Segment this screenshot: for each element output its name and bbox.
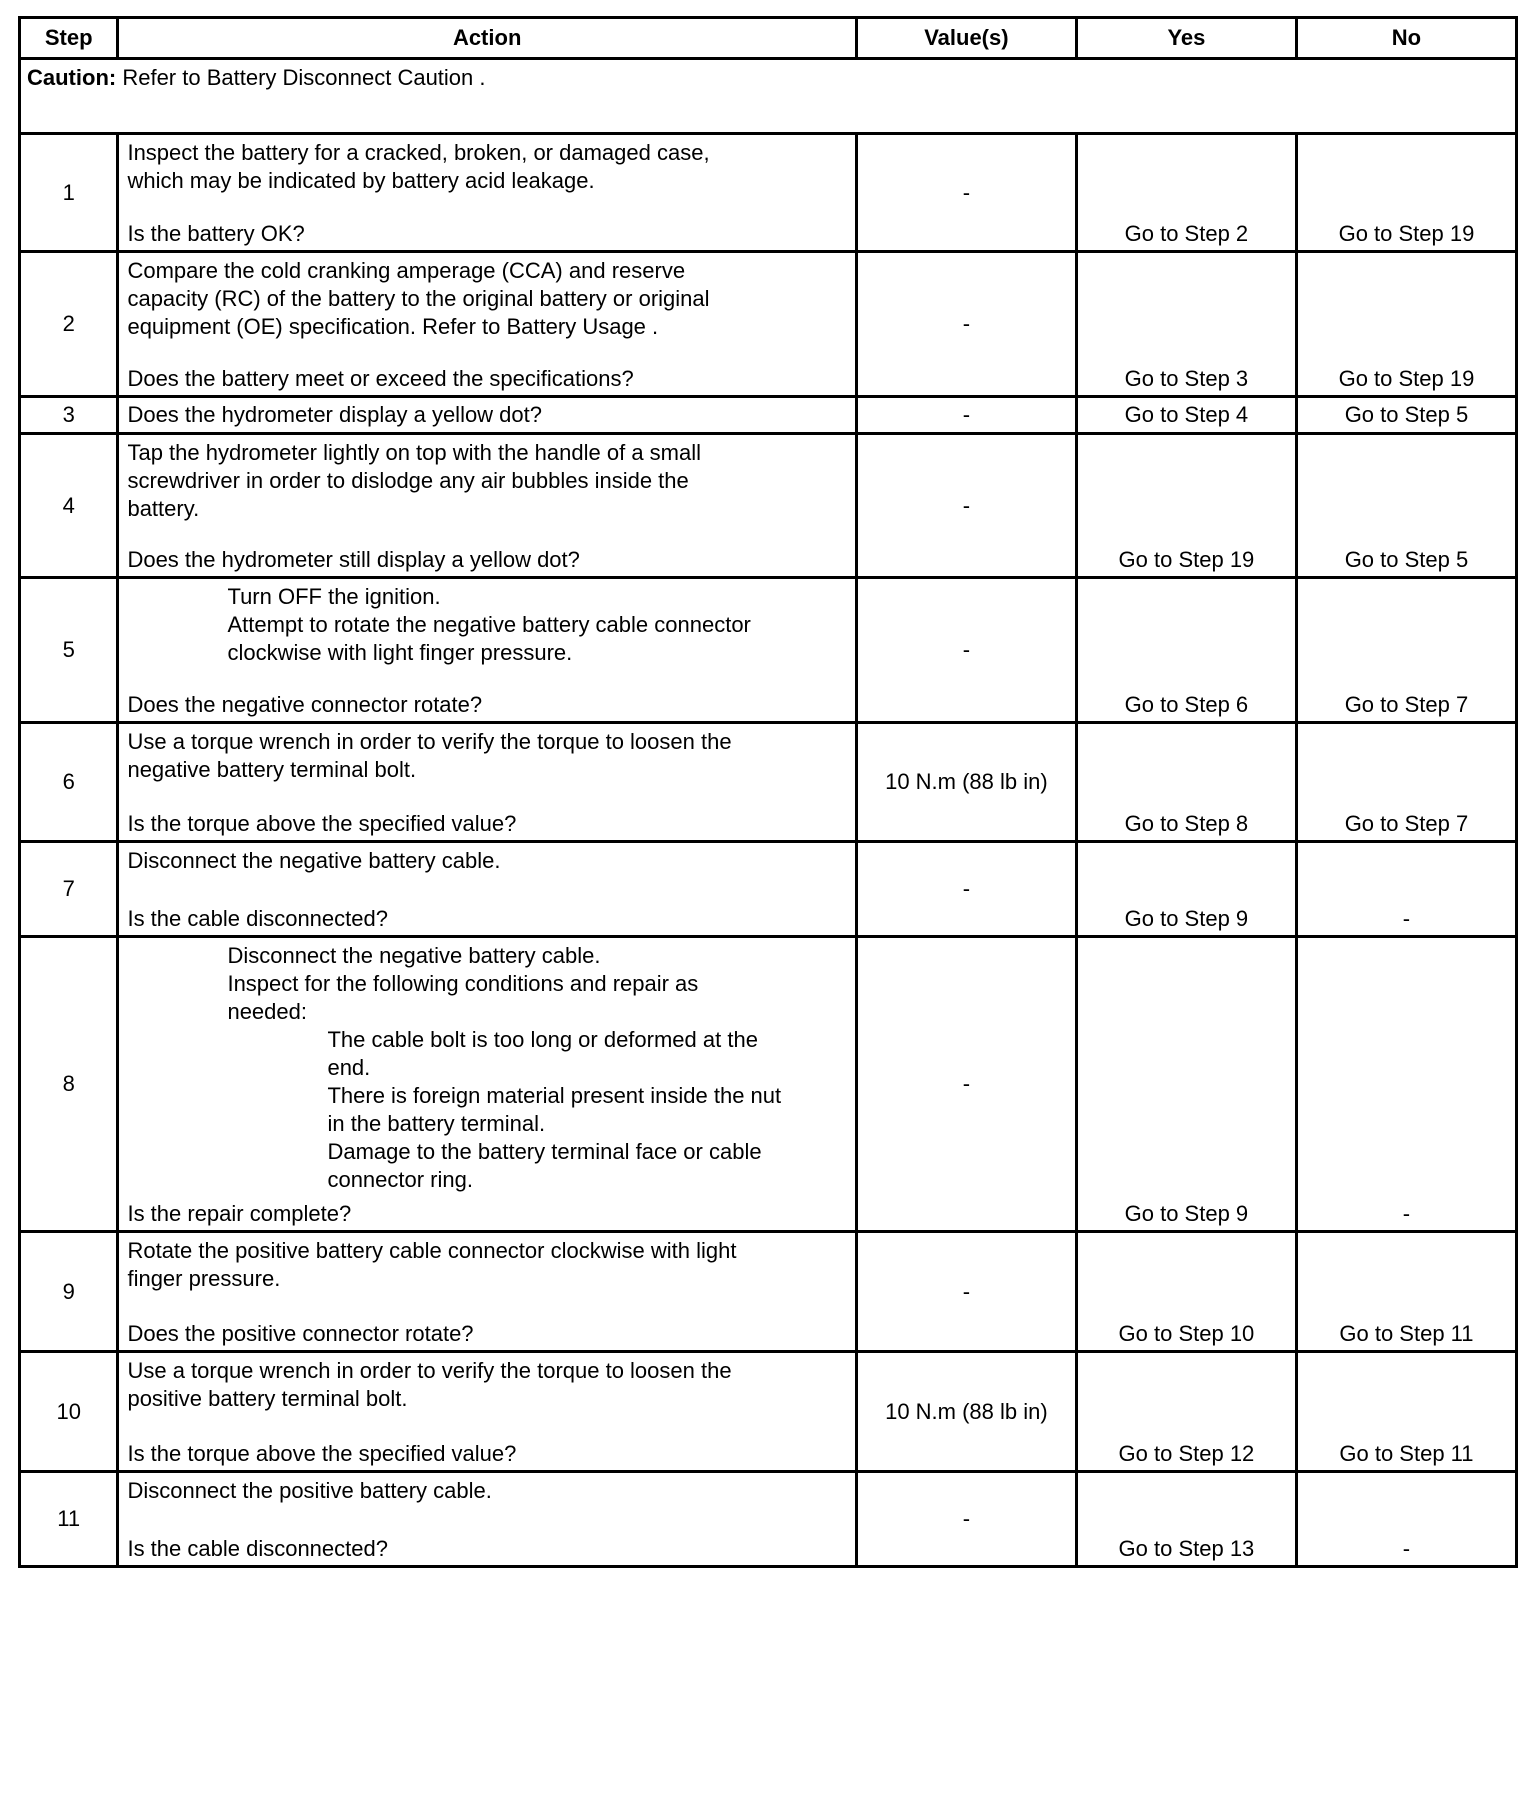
- table-row: [20, 937, 1517, 1232]
- no-answer: Go to Step 19: [1338, 366, 1475, 391]
- no-answer: Go to Step 7: [1344, 692, 1469, 717]
- table-row: [20, 397, 1517, 434]
- value-cell: -: [856, 842, 1076, 937]
- yes-cell: [1076, 723, 1296, 842]
- yes-cell: [1076, 578, 1296, 723]
- action-question: Does the hydrometer still display a yellow dot?: [127, 547, 580, 572]
- action-cell: [118, 1472, 856, 1567]
- table-row: [20, 252, 1517, 397]
- action-line: screwdriver in order to dislodge any air bubbles inside the: [127, 468, 689, 493]
- action-question: Is the torque above the specified value?: [127, 811, 517, 836]
- yes-answer: Go to Step 13: [1118, 1536, 1255, 1561]
- no-cell: [1296, 578, 1516, 723]
- step-number: 4: [20, 434, 118, 578]
- step-number: 7: [20, 842, 118, 937]
- yes-answer: Go to Step 19: [1118, 547, 1255, 572]
- action-line: Disconnect the positive battery cable.: [127, 1478, 492, 1503]
- no-answer: Go to Step 7: [1344, 811, 1469, 836]
- table-row: [20, 1352, 1517, 1472]
- action-question: Does the positive connector rotate?: [127, 1321, 474, 1346]
- action-cell: [118, 578, 856, 723]
- action-line: clockwise with light finger pressure.: [227, 640, 573, 665]
- yes-cell: [1076, 937, 1296, 1232]
- table-row: [20, 578, 1517, 723]
- action-subline: Damage to the battery terminal face or cable: [327, 1139, 762, 1164]
- step-number: 8: [20, 937, 118, 1232]
- action-cell: [118, 134, 856, 252]
- action-question: Is the cable disconnected?: [127, 1536, 388, 1561]
- no-cell: [1296, 252, 1516, 397]
- header-yes: Yes: [1076, 18, 1296, 59]
- no-answer: Go to Step 11: [1339, 1441, 1474, 1466]
- no-answer: Go to Step 5: [1344, 547, 1469, 572]
- action-cell: [118, 252, 856, 397]
- no-cell: [1296, 937, 1516, 1232]
- action-question: Is the battery OK?: [127, 221, 305, 246]
- action-line: equipment (OE) specification. Refer to Battery Usage .: [127, 314, 659, 339]
- no-answer: Go to Step 19: [1338, 221, 1475, 246]
- action-line: needed:: [227, 999, 307, 1024]
- value-cell: -: [856, 434, 1076, 578]
- table-row: [20, 1472, 1517, 1567]
- action-subline: in the battery terminal.: [327, 1111, 546, 1136]
- value-cell: -: [856, 134, 1076, 252]
- no-answer: Go to Step 11: [1339, 1321, 1474, 1346]
- action-cell: [118, 937, 856, 1232]
- no-answer: -: [1402, 1536, 1411, 1561]
- action-question: Does the hydrometer display a yellow dot?: [127, 402, 543, 427]
- no-cell: [1296, 434, 1516, 578]
- action-question: Does the negative connector rotate?: [127, 692, 483, 717]
- value-cell: -: [856, 578, 1076, 723]
- yes-cell: [1076, 252, 1296, 397]
- yes-answer: Go to Step 9: [1124, 1201, 1249, 1226]
- step-number: 9: [20, 1232, 118, 1352]
- table-row: [20, 134, 1517, 252]
- action-question: Is the cable disconnected?: [127, 906, 388, 931]
- action-line: which may be indicated by battery acid leakage.: [127, 168, 595, 193]
- no-cell: [1296, 1472, 1516, 1567]
- yes-answer: Go to Step 4: [1076, 397, 1296, 434]
- no-cell: [1296, 134, 1516, 252]
- step-number: 2: [20, 252, 118, 397]
- yes-answer: Go to Step 8: [1124, 811, 1249, 836]
- action-line: Rotate the positive battery cable connector clockwise with light: [127, 1238, 737, 1263]
- yes-cell: [1076, 1472, 1296, 1567]
- header-step: Step: [20, 18, 118, 59]
- value-cell: 10 N.m (88 lb in): [856, 723, 1076, 842]
- action-subline: The cable bolt is too long or deformed at the: [327, 1027, 758, 1052]
- header-action: Action: [118, 18, 856, 59]
- value-cell: -: [856, 397, 1076, 434]
- action-cell: [118, 1232, 856, 1352]
- no-cell: [1296, 1232, 1516, 1352]
- yes-answer: Go to Step 6: [1124, 692, 1249, 717]
- action-cell: [118, 434, 856, 578]
- step-number: 10: [20, 1352, 118, 1472]
- action-line: Inspect the battery for a cracked, broken, or damaged case,: [127, 140, 710, 165]
- action-line: finger pressure.: [127, 1266, 281, 1291]
- value-cell: -: [856, 1232, 1076, 1352]
- no-cell: [1296, 723, 1516, 842]
- step-number: 3: [20, 397, 118, 434]
- action-line: positive battery terminal bolt.: [127, 1386, 408, 1411]
- yes-answer: Go to Step 3: [1124, 366, 1249, 391]
- diagnostic-table: [18, 16, 1518, 1568]
- table-row: [20, 1232, 1517, 1352]
- action-cell: [118, 842, 856, 937]
- table-row: [20, 723, 1517, 842]
- action-line: Attempt to rotate the negative battery cable connector: [227, 612, 751, 637]
- step-number: 1: [20, 134, 118, 252]
- action-line: Inspect for the following conditions and repair as: [227, 971, 699, 996]
- action-line: Disconnect the negative battery cable.: [127, 848, 501, 873]
- header-row: [20, 18, 1517, 59]
- action-line: Turn OFF the ignition.: [227, 584, 441, 609]
- step-number: 6: [20, 723, 118, 842]
- value-cell: -: [856, 1472, 1076, 1567]
- no-cell: [1296, 1352, 1516, 1472]
- step-number: 11: [20, 1472, 118, 1567]
- yes-answer: Go to Step 9: [1124, 906, 1249, 931]
- yes-cell: [1076, 842, 1296, 937]
- value-cell: -: [856, 252, 1076, 397]
- yes-cell: [1076, 434, 1296, 578]
- no-answer: -: [1402, 906, 1411, 931]
- caution-label: Caution:: [27, 65, 117, 90]
- action-question: Does the battery meet or exceed the specifications?: [127, 366, 634, 391]
- yes-cell: [1076, 1352, 1296, 1472]
- header-no: No: [1296, 18, 1516, 59]
- action-subline: connector ring.: [327, 1167, 473, 1192]
- table-row: [20, 842, 1517, 937]
- yes-answer: Go to Step 10: [1118, 1321, 1255, 1346]
- value-cell: -: [856, 937, 1076, 1232]
- action-line: Tap the hydrometer lightly on top with the handle of a small: [127, 440, 701, 465]
- action-line: Use a torque wrench in order to verify the torque to loosen the: [127, 729, 732, 754]
- caution-text: Refer to Battery Disconnect Caution .: [122, 65, 486, 90]
- action-line: Disconnect the negative battery cable.: [227, 943, 601, 968]
- action-cell: [118, 1352, 856, 1472]
- yes-cell: [1076, 1232, 1296, 1352]
- action-line: negative battery terminal bolt.: [127, 757, 417, 782]
- action-question: Is the torque above the specified value?: [127, 1441, 517, 1466]
- caution-row: [20, 59, 1517, 134]
- yes-cell: [1076, 134, 1296, 252]
- value-cell: 10 N.m (88 lb in): [856, 1352, 1076, 1472]
- action-cell: [118, 723, 856, 842]
- action-subline: There is foreign material present inside the nut: [327, 1083, 782, 1108]
- action-line: Compare the cold cranking amperage (CCA) and reserve: [127, 258, 686, 283]
- table-row: [20, 434, 1517, 578]
- step-number: 5: [20, 578, 118, 723]
- no-cell: [1296, 842, 1516, 937]
- action-question: Is the repair complete?: [127, 1201, 352, 1226]
- action-line: capacity (RC) of the battery to the original battery or original: [127, 286, 710, 311]
- action-subline: end.: [327, 1055, 371, 1080]
- action-cell: [118, 397, 856, 434]
- caution-cell: [20, 59, 1517, 134]
- action-line: battery.: [127, 496, 200, 521]
- yes-answer: Go to Step 12: [1118, 1441, 1255, 1466]
- no-answer: Go to Step 5: [1296, 397, 1516, 434]
- header-values: Value(s): [856, 18, 1076, 59]
- yes-answer: Go to Step 2: [1124, 221, 1249, 246]
- action-line: Use a torque wrench in order to verify the torque to loosen the: [127, 1358, 732, 1383]
- no-answer: -: [1402, 1201, 1411, 1226]
